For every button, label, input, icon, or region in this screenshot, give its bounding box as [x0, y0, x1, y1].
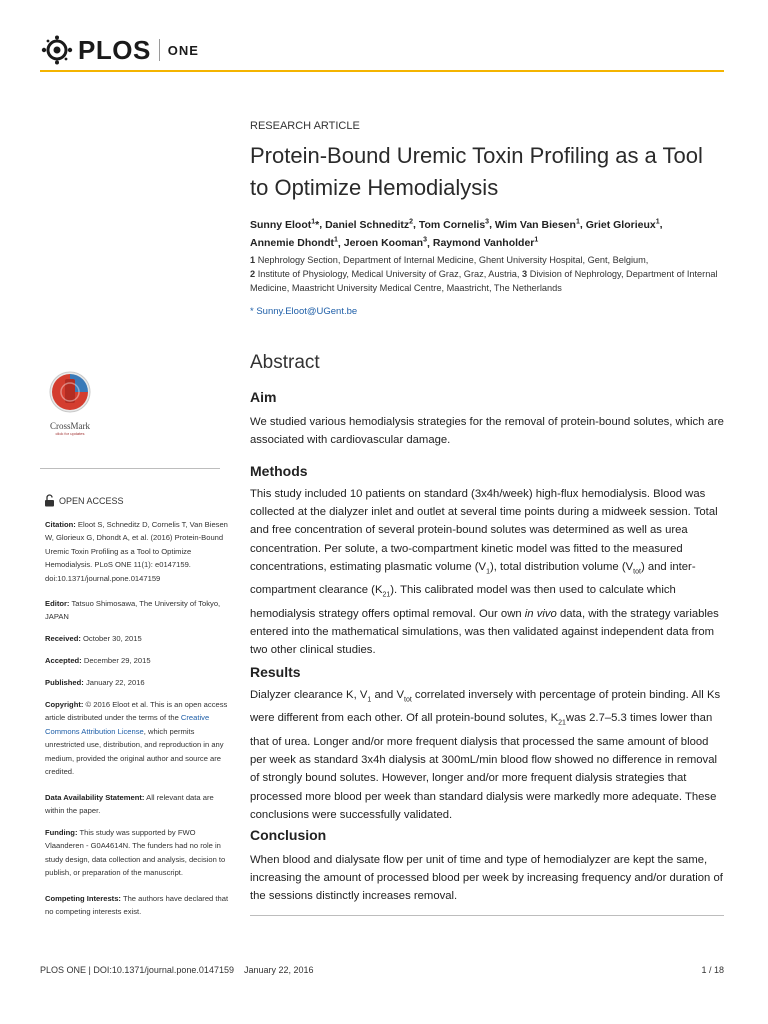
- abstract-heading: Abstract: [250, 352, 320, 373]
- accepted-block: Accepted: December 29, 2015: [45, 656, 151, 665]
- plos-logo: [40, 32, 199, 68]
- header-rule: [40, 70, 724, 72]
- competing-interests-block: Competing Interests: The authors have declared that no competing interests exist.: [45, 894, 229, 917]
- journal-name: ONE: [167, 42, 199, 58]
- aim-heading: Aim: [250, 389, 277, 405]
- crossmark-icon: [48, 370, 92, 414]
- author[interactable]: Jeroen Kooman$^3$: [343, 236, 428, 249]
- logo-text: PLOS: [78, 34, 151, 65]
- page-footer: PLOS ONE | DOI:10.1371/journal.pone.0147159 January 22, 2016: [40, 965, 314, 975]
- results-heading: Results: [250, 664, 301, 680]
- article-type: RESEARCH ARTICLE: [250, 120, 360, 132]
- funding-block: Funding: This study was supported by FWO Vlaanderen - G0A4614N. The funders had no role in study design, data collection and analysis, decision to publish, or preparation of the manuscript.: [45, 828, 226, 878]
- open-access-label: OPEN ACCESS: [59, 495, 124, 506]
- author[interactable]: Annemie Dhondt$^1$: [250, 236, 338, 249]
- abstract-bottom-rule: [250, 915, 724, 916]
- published-block: Published: January 22, 2016: [45, 678, 145, 687]
- email-link[interactable]: * Sunny.Eloot@UGent.be: [250, 306, 358, 317]
- conclusion-text: When blood and dialysate flow per unit of time and type of hemodialyzer are kept the same, increasing the amount of processed blood per week by increasing frequency and/or duration of the sessions distinctly increases removal.: [250, 854, 723, 903]
- author[interactable]: Tom Cornelis$^3$: [418, 218, 490, 231]
- copyright-block: Copyright: © 2016 Eloot et al. This is an open access article distributed under the terms of the Creative Commons Attribution License, which permits unrestricted use, distribution, and reproduction in any medium, provided the original author and source are credited.: [45, 700, 228, 777]
- affiliations: 1 Nephrology Section, Department of Internal Medicine, Ghent University Hospital, Gent, Belgium, 2 Institute of Physiology, Medical University of Graz, Graz, Austria, 3 Division of Nephrology, Department of Internal Medicine, Maastricht University Medical Centre, Maastricht, The Netherlands: [250, 255, 718, 293]
- received-block: Received: October 30, 2015: [45, 634, 142, 643]
- author[interactable]: Raymond Vanholder$^1$: [432, 236, 539, 249]
- sidebar-rule: [40, 468, 220, 469]
- editor-block: Editor: Tatsuo Shimosawa, The University of Tokyo, JAPAN: [45, 599, 221, 622]
- article-title: Protein-Bound Uremic Toxin Profiling as a Tool to Optimize Hemodialysis: [250, 143, 703, 200]
- crossmark-label: CrossMark: [50, 421, 90, 431]
- methods-heading: Methods: [250, 463, 308, 479]
- data-availability-block: Data Availability Statement: All relevant data are within the paper.: [45, 793, 214, 816]
- open-access-badge: [44, 494, 124, 507]
- crossmark-badge[interactable]: [40, 370, 100, 436]
- citation-block: Citation: Eloot S, Schneditz D, Cornelis T, Van Biesen W, Glorieux G, Dhondt A, et al. (2016) Protein-Bound Uremic Toxin Profiling as a Tool to Optimize Hemodialysis. PLoS ONE 11(1): e0147159. doi:10.1371/journal.pone.0147159: [45, 520, 228, 583]
- author-list: Sunny Eloot$^1$*, Daniel Schneditz$^2$, Tom Cornelis$^3$, Wim Van Biesen$^1$, Griet Glorieux$^1$, Annemie Dhondt$^1$, Jeroen Kooman$^3$, Raymond Vanholder$^1$: [250, 218, 663, 249]
- logo-separator: [159, 39, 160, 61]
- page-number: 1 / 18: [701, 965, 724, 975]
- conclusion-heading: Conclusion: [250, 827, 327, 843]
- author[interactable]: Sunny Eloot$^1$*: [250, 218, 320, 231]
- plos-logo-icon: [40, 35, 74, 65]
- author[interactable]: Daniel Schneditz$^2$: [325, 218, 414, 231]
- open-lock-icon: [44, 494, 55, 507]
- author[interactable]: Wim Van Biesen$^1$: [494, 218, 580, 231]
- author[interactable]: Griet Glorieux$^1$: [585, 218, 660, 231]
- results-text: Dialyzer clearance K, $V_1$ and $V_{tot}$ correlated inversely with percentage of protein binding. All Ks were different from each other. Of all protein-bound solutes, $K_{21}was$ 2.7–5.3 times lower than that of urea. Longer and/or more frequent dialysis that processed the same amount of blood per week as standard 3x4h dialysis at 300mL/min blood flow showed no difference in removal of strongly bound solutes. However, longer and/or more frequent dialysis strategies that processed more blood per week than standard dialysis were markedly more adequate. These conclusions were successfully validated.: [250, 689, 721, 821]
- crossmark-sublabel: click for updates: [55, 431, 85, 436]
- corresponding-email: [250, 306, 357, 317]
- aim-text: We studied various hemodialysis strategies for the removal of protein-bound solutes, which are associated with cardiovascular damage.: [250, 416, 724, 447]
- license-link[interactable]: Creative Commons Attribution License: [45, 713, 210, 736]
- methods-text: This study included 10 patients on standard (3x4h/week) high-flux hemodialysis. Blood was collected at the dialyzer inlet and outlet at several time points during a midweek session. Total and free concentration of several protein-bound solutes was determined as well as urea concentration. Per solute, a two-compartment kinetic model was fitted to the measured concentrations, estimating plasmatic volume $(V_1)$, total distribution volume $(V_{tot})$ and inter-compartment clearance $(K_{21})$. This calibrated model was then used to calculate which hemodialysis strategy offers optimal removal. Our own in vivo data, with the strategy variables entered into the mathematical simulations, was then validated against independent data from two other clinical studies.: [250, 488, 719, 657]
